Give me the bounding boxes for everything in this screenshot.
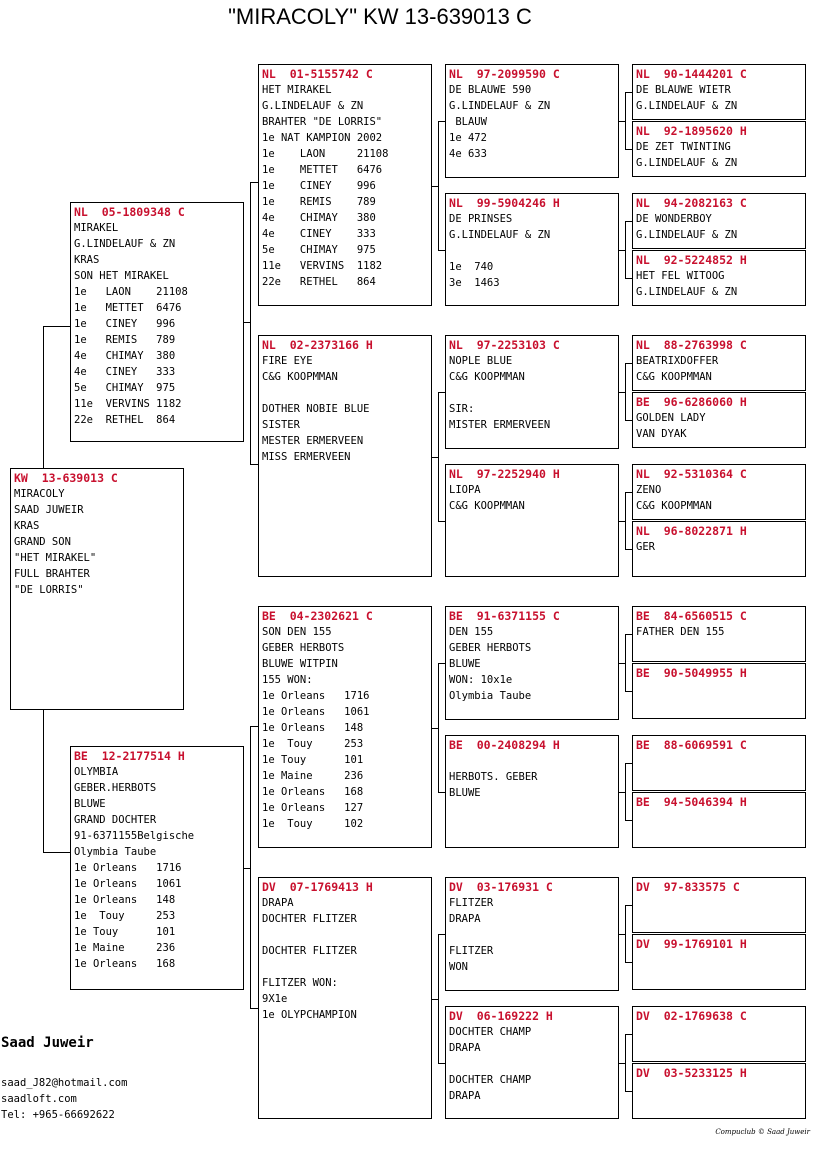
pedigree-line [449, 753, 615, 769]
pedigree-line: FLITZER [449, 945, 494, 957]
great-great-grandparent-box [632, 792, 806, 848]
pedigree-line: Olymbia Taube [449, 690, 532, 702]
pedigree-line: 1e NAT KAMPION 2002 [262, 132, 383, 144]
pedigree-line: OLYMBIA [74, 766, 119, 778]
connector-line [625, 763, 626, 820]
ring-number: DV 02-1769638 C [636, 1009, 747, 1023]
pedigree-line: G.LINDELAUF & ZN [262, 100, 364, 112]
great-grandparent-box [445, 464, 619, 577]
ring-number: NL 97-2099590 C [449, 67, 560, 81]
pedigree-line: BLUWE [449, 787, 481, 799]
great-grandparent-box [445, 877, 619, 991]
connector-line [625, 691, 632, 692]
pedigree-line: 1e LAON 21108 [262, 148, 389, 160]
connector-line [625, 905, 626, 962]
pedigree-line: C&G KOOPMMAN [449, 500, 525, 512]
connector-line [438, 934, 439, 1063]
great-great-grandparent-box [632, 735, 806, 791]
great-grandparent-box [445, 193, 619, 306]
pedigree-line: 1e CINEY 996 [74, 318, 176, 330]
grandparent-box [258, 606, 432, 848]
ring-number: NL 90-1444201 C [636, 67, 747, 81]
credit-text: Compuclub © Saad Juweir [715, 1128, 810, 1136]
pedigree-line: BLUWE [74, 798, 106, 810]
pedigree-line: G.LINDELAUF & ZN [636, 157, 738, 169]
pedigree-line: 4e 633 [449, 148, 487, 160]
great-great-grandparent-box [632, 250, 806, 306]
connector-line [625, 149, 632, 150]
pedigree-line [262, 959, 428, 975]
pedigree-line: G.LINDELAUF & ZN [74, 238, 176, 250]
pedigree-line: 5e CHIMAY 975 [74, 382, 176, 394]
pedigree-line: GEBER HERBOTS [262, 642, 345, 654]
ring-number: NL 92-1895620 H [636, 124, 747, 138]
pedigree-line: FULL BRAHTER [14, 568, 90, 580]
connector-line [250, 182, 251, 464]
pedigree-line [449, 243, 615, 259]
pedigree-line: C&G KOOPMMAN [449, 371, 525, 383]
pedigree-line: 1e METTET 6476 [74, 302, 182, 314]
great-grandparent-box [445, 64, 619, 178]
pedigree-line [449, 385, 615, 401]
grandparent-box [258, 335, 432, 577]
great-great-grandparent-box [632, 934, 806, 990]
pedigree-line: DEN 155 [449, 626, 494, 638]
pedigree-line: GER [636, 541, 655, 553]
pedigree-line: 1e Orleans 1716 [262, 690, 370, 702]
pedigree-line: 1e OLYPCHAMPION [262, 1009, 357, 1021]
ring-number: NL 96-8022871 H [636, 524, 747, 538]
connector-line [625, 820, 632, 821]
pedigree-line: 1e Orleans 1716 [74, 862, 182, 874]
ring-number: NL 02-2373166 H [262, 338, 373, 352]
pedigree-line: 1e 740 [449, 261, 494, 273]
pedigree-line: DRAPA [262, 897, 294, 909]
great-great-grandparent-box [632, 1006, 806, 1062]
connector-line [625, 1034, 632, 1035]
pedigree-line: 4e CHIMAY 380 [74, 350, 176, 362]
pedigree-line [449, 927, 615, 943]
pedigree-line: 1e Touy 102 [262, 818, 364, 830]
pedigree-line: 4e CHIMAY 380 [262, 212, 376, 224]
pedigree-line: 1e Orleans 148 [74, 894, 176, 906]
pedigree-line: DRAPA [449, 913, 481, 925]
connector-line [250, 726, 251, 1008]
pedigree-line [262, 385, 428, 401]
pedigree-line: HET FEL WITOOG [636, 270, 725, 282]
connector-line [250, 182, 258, 183]
connector-line [625, 763, 632, 764]
pedigree-line: C&G KOOPMMAN [636, 500, 712, 512]
connector-line [625, 1034, 626, 1091]
dam-box [70, 746, 244, 990]
ring-number: NL 97-2253103 C [449, 338, 560, 352]
connector-line [43, 326, 70, 327]
pedigree-line: GEBER.HERBOTS [74, 782, 157, 794]
pedigree-line: GRAND SON [14, 536, 71, 548]
pedigree-line: 1e Touy 253 [74, 910, 176, 922]
ring-number: DV 03-5233125 H [636, 1066, 747, 1080]
ring-number: DV 03-176931 C [449, 880, 553, 894]
ring-number: NL 94-2082163 C [636, 196, 747, 210]
connector-line [438, 663, 439, 792]
ring-number: NL 97-2252940 H [449, 467, 560, 481]
great-great-grandparent-box [632, 1063, 806, 1119]
connector-line [625, 92, 632, 93]
pedigree-line: FLITZER [449, 897, 494, 909]
great-grandparent-box [445, 335, 619, 449]
connector-line [625, 549, 632, 550]
connector-line [625, 221, 632, 222]
pedigree-line: 1e Touy 101 [262, 754, 364, 766]
pedigree-line: G.LINDELAUF & ZN [636, 229, 738, 241]
pedigree-line: GOLDEN LADY [636, 412, 706, 424]
ring-number: DV 99-1769101 H [636, 937, 747, 951]
connector-line [43, 710, 44, 852]
connector-line [625, 221, 626, 278]
connector-line [625, 278, 632, 279]
pedigree-line: 4e CINEY 333 [74, 366, 176, 378]
grandparent-box [258, 877, 432, 1119]
pedigree-line: MESTER ERMERVEEN [262, 435, 364, 447]
pedigree-line [262, 927, 428, 943]
connector-line [438, 792, 445, 793]
pedigree-line: BEATRIXDOFFER [636, 355, 719, 367]
connector-line [438, 250, 445, 251]
pedigree-line: DE BLAUWE WIETR [636, 84, 731, 96]
ring-number: BE 88-6069591 C [636, 738, 747, 752]
pedigree-line: 11e VERVINS 1182 [74, 398, 182, 410]
connector-line [43, 326, 44, 468]
connector-line [625, 634, 626, 691]
pedigree-line: DOCHTER FLITZER [262, 945, 357, 957]
pedigree-line: 1e 472 [449, 132, 487, 144]
ring-number: BE 04-2302621 C [262, 609, 373, 623]
pedigree-line: G.LINDELAUF & ZN [449, 100, 551, 112]
pedigree-line: 4e CINEY 333 [262, 228, 376, 240]
connector-line [625, 1091, 632, 1092]
pedigree-line: 1e Orleans 168 [262, 786, 364, 798]
connector-line [250, 1008, 258, 1009]
pedigree-line: MISTER ERMERVEEN [449, 419, 551, 431]
ring-number: BE 84-6560515 C [636, 609, 747, 623]
ring-number: NL 01-5155742 C [262, 67, 373, 81]
connector-line [625, 420, 632, 421]
pedigree-line: 1e Touy 253 [262, 738, 364, 750]
great-great-grandparent-box [632, 877, 806, 933]
pedigree-line: KRAS [14, 520, 40, 532]
pedigree-line: 1e Maine 236 [74, 942, 176, 954]
ring-number: BE 91-6371155 C [449, 609, 560, 623]
pedigree-line: 1e METTET 6476 [262, 164, 383, 176]
pedigree-line: WON [449, 961, 468, 973]
ring-number: BE 94-5046394 H [636, 795, 747, 809]
connector-line [250, 726, 258, 727]
pedigree-line: 1e Orleans 127 [262, 802, 364, 814]
connector-line [438, 663, 445, 664]
pedigree-line: BLAUW [449, 116, 487, 128]
pedigree-line: 1e REMIS 789 [74, 334, 176, 346]
pedigree-line: DRAPA [449, 1090, 481, 1102]
pedigree-line: 1e Maine 236 [262, 770, 364, 782]
connector-line [438, 392, 445, 393]
pedigree-line: GEBER HERBOTS [449, 642, 532, 654]
connector-line [250, 464, 258, 465]
breeder-name: Saad Juweir [1, 1035, 94, 1051]
ring-number: BE 00-2408294 H [449, 738, 560, 752]
pedigree-line: MISS ERMERVEEN [262, 451, 351, 463]
connector-line [438, 521, 445, 522]
pedigree-line: NOPLE BLUE [449, 355, 513, 367]
pedigree-line: HET MIRAKEL [262, 84, 332, 96]
pedigree-line: MIRAKEL [74, 222, 119, 234]
connector-line [438, 392, 439, 521]
pedigree-line: 1e Orleans 148 [262, 722, 364, 734]
great-great-grandparent-box [632, 464, 806, 520]
grandparent-box [258, 64, 432, 306]
pedigree-line: SISTER [262, 419, 300, 431]
ring-number: DV 06-169222 H [449, 1009, 553, 1023]
pedigree-line: 22e RETHEL 864 [74, 414, 176, 426]
great-great-grandparent-box [632, 606, 806, 662]
pedigree-title: "MIRACOLY" KW 13-639013 C [228, 4, 532, 29]
connector-line [625, 363, 626, 420]
pedigree-line: KRAS [74, 254, 100, 266]
connector-line [438, 121, 439, 250]
pedigree-line: 155 WON: [262, 674, 313, 686]
pedigree-line: SON HET MIRAKEL [74, 270, 169, 282]
pedigree-line: 1e Orleans 168 [74, 958, 176, 970]
pedigree-line: 1e Orleans 1061 [74, 878, 182, 890]
pedigree-line: 91-6371155Belgische [74, 830, 195, 842]
pedigree-line: G.LINDELAUF & ZN [636, 286, 738, 298]
pedigree-line: SON DEN 155 [262, 626, 332, 638]
pedigree-line: DE WONDERBOY [636, 213, 712, 225]
pedigree-line: MIRACOLY [14, 488, 65, 500]
pedigree-line: GRAND DOCHTER [74, 814, 157, 826]
pedigree-line: C&G KOOPMMAN [636, 371, 712, 383]
pedigree-line: DOCHTER CHAMP [449, 1074, 532, 1086]
pedigree-line: "DE LORRIS" [14, 584, 84, 596]
pedigree-line: G.LINDELAUF & ZN [449, 229, 551, 241]
pedigree-line: 5e CHIMAY 975 [262, 244, 376, 256]
connector-line [438, 934, 445, 935]
pedigree-line: DOCHTER FLITZER [262, 913, 357, 925]
subject-box [10, 468, 184, 710]
pedigree-line: SAAD JUWEIR [14, 504, 84, 516]
pedigree-line: 1e CINEY 996 [262, 180, 376, 192]
sire-box [70, 202, 244, 442]
pedigree-line: BLUWE WITPIN [262, 658, 338, 670]
ring-number: NL 88-2763998 C [636, 338, 747, 352]
email-link[interactable]: saad_J82@hotmail.com [1, 1077, 128, 1089]
ring-number: DV 97-833575 C [636, 880, 740, 894]
great-great-grandparent-box [632, 392, 806, 448]
great-grandparent-box [445, 735, 619, 848]
pedigree-line: DE PRINSES [449, 213, 513, 225]
connector-line [625, 492, 632, 493]
pedigree-line: 11e VERVINS 1182 [262, 260, 383, 272]
great-great-grandparent-box [632, 193, 806, 249]
connector-line [438, 1063, 445, 1064]
pedigree-line: 1e Orleans 1061 [262, 706, 370, 718]
pedigree-line: DOCHTER CHAMP [449, 1026, 532, 1038]
pedigree-line: 22e RETHEL 864 [262, 276, 376, 288]
pedigree-line: 1e Touy 101 [74, 926, 176, 938]
pedigree-line: Olymbia Taube [74, 846, 157, 858]
connector-line [625, 962, 632, 963]
great-grandparent-box [445, 606, 619, 720]
great-grandparent-box [445, 1006, 619, 1119]
great-great-grandparent-box [632, 335, 806, 391]
website-link[interactable]: saadloft.com [1, 1093, 77, 1105]
pedigree-line: ZENO [636, 484, 662, 496]
pedigree-line: VAN DYAK [636, 428, 687, 440]
pedigree-line: BRAHTER "DE LORRIS" [262, 116, 383, 128]
ring-number: NL 05-1809348 C [74, 205, 185, 219]
pedigree-line: LIOPA [449, 484, 481, 496]
pedigree-line: DRAPA [449, 1042, 481, 1054]
connector-line [625, 92, 626, 149]
connector-line [625, 492, 626, 549]
pedigree-line: C&G KOOPMMAN [262, 371, 338, 383]
pedigree-line: 9X1e [262, 993, 288, 1005]
phone-number: Tel: +965-66692622 [1, 1109, 115, 1121]
pedigree-line: 1e REMIS 789 [262, 196, 376, 208]
ring-number: DV 07-1769413 H [262, 880, 373, 894]
pedigree-line: FLITZER WON: [262, 977, 338, 989]
connector-line [43, 852, 70, 853]
great-great-grandparent-box [632, 64, 806, 120]
pedigree-line [449, 1056, 615, 1072]
pedigree-line: "HET MIRAKEL" [14, 552, 97, 564]
pedigree-line: WON: 10x1e [449, 674, 513, 686]
pedigree-line: 1e LAON 21108 [74, 286, 188, 298]
connector-line [625, 905, 632, 906]
pedigree-line: SIR: [449, 403, 475, 415]
ring-number: BE 12-2177514 H [74, 749, 185, 763]
pedigree-line: FATHER DEN 155 [636, 626, 725, 638]
pedigree-line: DE ZET TWINTING [636, 141, 731, 153]
ring-number: NL 92-5310364 C [636, 467, 747, 481]
pedigree-line: DOTHER NOBIE BLUE [262, 403, 370, 415]
pedigree-line: FIRE EYE [262, 355, 313, 367]
great-great-grandparent-box [632, 521, 806, 577]
ring-number: KW 13-639013 C [14, 471, 118, 485]
pedigree-line: G.LINDELAUF & ZN [636, 100, 738, 112]
ring-number: BE 90-5049955 H [636, 666, 747, 680]
pedigree-line: 3e 1463 [449, 277, 500, 289]
pedigree-line: HERBOTS. GEBER [449, 771, 538, 783]
connector-line [438, 121, 445, 122]
connector-line [625, 363, 632, 364]
ring-number: BE 96-6286060 H [636, 395, 747, 409]
connector-line [625, 634, 632, 635]
pedigree-line: BLUWE [449, 658, 481, 670]
ring-number: NL 99-5904246 H [449, 196, 560, 210]
great-great-grandparent-box [632, 121, 806, 177]
great-great-grandparent-box [632, 663, 806, 719]
pedigree-line: DE BLAUWE 590 [449, 84, 532, 96]
ring-number: NL 92-5224852 H [636, 253, 747, 267]
